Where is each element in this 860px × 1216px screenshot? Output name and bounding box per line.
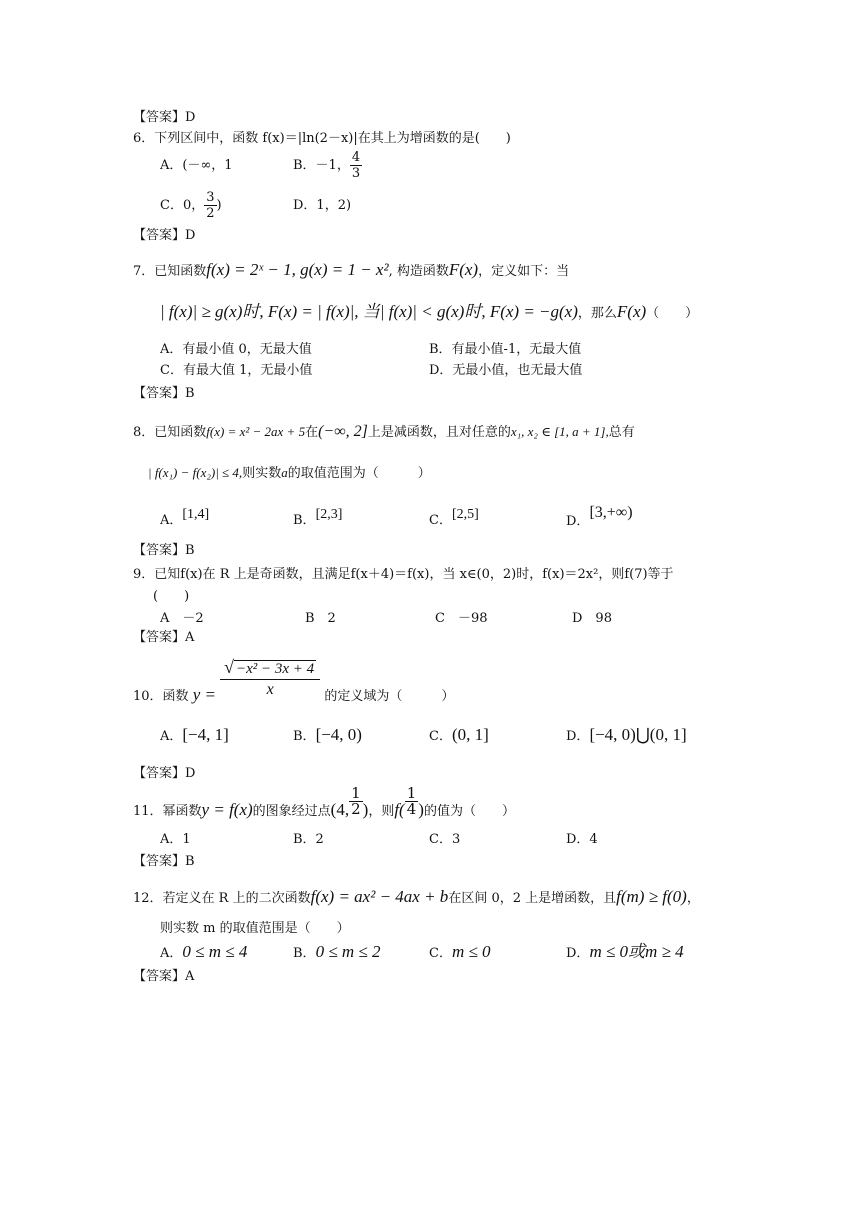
q6-option-a: A．(－∞，1 (160, 158, 233, 173)
answer-q7: 【答案】B (133, 386, 195, 401)
question-6-stem: 6．下列区间中，函数 f(x)＝|ln(2－x)|在其上为增函数的是( ) (133, 131, 511, 146)
q11-option-d: D．4 (566, 832, 598, 847)
answer-q8: 【答案】B (133, 543, 195, 558)
q10-option-c: C．(0, 1] (429, 725, 489, 744)
q6-option-b: B．－1， $\frac{4}{3}$ (293, 150, 361, 181)
answer-q12: 【答案】A (133, 969, 195, 984)
question-7-line2: | f(x)| ≥ g(x)时, F(x) = | f(x)|, 当| f(x)| < g(x)时, F(x) = −g(x)，那么F(x)（ ） (160, 302, 699, 321)
answer-q10: 【答案】D (133, 766, 196, 781)
q7-option-c: C．有最大值 1，无最小值 (160, 363, 313, 378)
q10-option-a: A．[−4, 1] (160, 725, 229, 744)
q12-option-c: C．m ≤ 0 (429, 942, 491, 961)
q7-option-a: A．有最小值 0，无最大值 (160, 342, 312, 357)
q8-option-c: C．[2,5] (429, 507, 479, 528)
answer-q9: 【答案】A (133, 630, 195, 645)
q12-option-d: D．m ≤ 0或m ≥ 4 (566, 942, 684, 961)
q11-option-b: B．2 (293, 832, 324, 847)
question-8-stem: 8．已知函数f(x) = x² − 2ax + 5在(−∞, 2]上是减函数，且对任意的x₁, x₂ ∈ [1, a + 1],总有 (133, 423, 635, 440)
question-12-stem: 12．若定义在 R 上的二次函数f(x) = ax² − 4ax + b在区间 0，2 上是增函数，且f(m) ≥ f(0)， (133, 887, 700, 906)
q7-option-b: B．有最小值-1，无最大值 (429, 342, 582, 357)
answer-q5: 【答案】D (133, 110, 196, 125)
answer-q11: 【答案】B (133, 854, 195, 869)
q12-option-a: A．0 ≤ m ≤ 4 (160, 942, 248, 961)
q7-option-d: D．无最小值，也无最大值 (429, 363, 583, 378)
q11-option-c: C．3 (429, 832, 461, 847)
q6-option-d: D．1，2) (293, 198, 352, 213)
q11-option-a: A．1 (160, 832, 191, 847)
q10-option-d: D．[−4, 0)⋃(0, 1] (566, 725, 687, 744)
q8-option-b: B．[2,3] (293, 507, 343, 528)
question-9-stem: 9．已知f(x)在 R 上是奇函数，且满足f(x＋4)＝f(x)，当 x∈(0，2)时，f(x)＝2x²，则f(7)等于 (133, 567, 674, 582)
question-12-line2: 则实数 m 的取值范围是（ ） (160, 921, 350, 936)
answer-q6: 【答案】D (133, 228, 196, 243)
q9-option-a: A －2 (160, 611, 204, 626)
question-8-line2: | f(x₁) − f(x₂)| ≤ 4,则实数a的取值范围为（ ） (148, 465, 431, 481)
q12-option-b: B．0 ≤ m ≤ 2 (293, 942, 381, 961)
q9-option-d: D 98 (572, 611, 612, 626)
q10-option-b: B．[−4, 0) (293, 725, 362, 744)
q9-option-b: B 2 (305, 611, 336, 626)
question-10-stem: 10．函数 y = $\frac{\text{√ −x² − 3x + 4}}{x}$ 的定义域为（ ） (133, 657, 455, 704)
q9-option-c: C －98 (435, 611, 488, 626)
q8-option-a: A．[1,4] (160, 507, 210, 528)
q8-option-d: D．[3,+∞) (566, 504, 633, 529)
question-11-stem: 11．幂函数y = f(x)的图象经过点(4, $\frac{1}{2}$ )，则f( $\frac{1}{4}$ )的值为（ ） (133, 784, 515, 819)
question-9-stem-line2: ( ) (153, 589, 190, 604)
q6-option-c: C．0， $\frac{3}{2}$ ) (160, 190, 222, 221)
question-7-stem: 7．已知函数f(x) = 2ˣ − 1, g(x) = 1 − x², 构造函数F(x)，定义如下：当 (133, 260, 570, 279)
